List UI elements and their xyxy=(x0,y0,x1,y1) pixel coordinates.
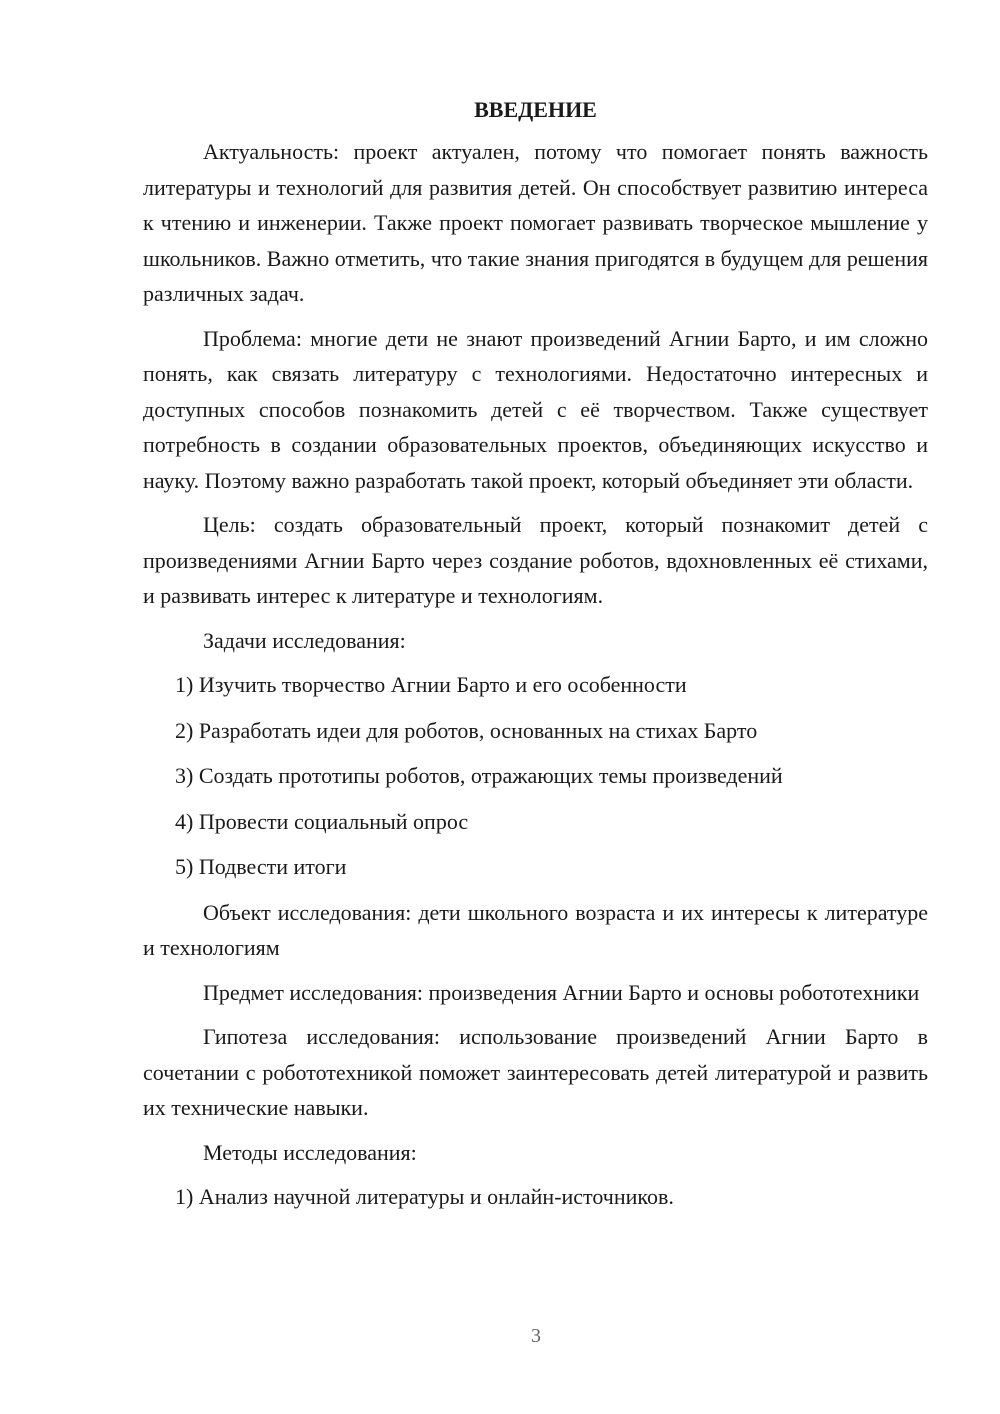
task-item: 1) Изучить творчество Агнии Барто и его особенности xyxy=(175,672,687,697)
page-number: 3 xyxy=(531,1325,541,1347)
method-item: 1) Анализ научной литературы и онлайн-источников. xyxy=(175,1184,674,1209)
methods-label: Методы исследования: xyxy=(203,1139,417,1165)
section-heading: ВВЕДЕНИЕ xyxy=(474,97,597,122)
task-item: 5) Подвести итоги xyxy=(175,854,347,879)
problem-paragraph: Проблема: многие дети не знают произведений Агнии Барто, и им сложно понять, как связать литературу с технологиями. Недостаточно интересных и доступных способов познакомить детей с её творчеством. Также существует потребность в создании образовательных проектов, объединяющих искусство и науку. Поэтому важно разработать такой проект, который объединяет эти области. xyxy=(143,325,928,493)
task-item: 2) Разработать идеи для роботов, основанных на стихах Барто xyxy=(175,717,758,743)
subject-paragraph: Предмет исследования: произведения Агнии Барто и основы робототехники xyxy=(203,979,920,1005)
task-item: 4) Провести социальный опрос xyxy=(175,808,469,834)
tasks-label: Задачи исследования: xyxy=(203,627,406,653)
object-paragraph: Объект исследования: дети школьного возраста и их интересы к литературе и технологиям xyxy=(143,899,928,960)
relevance-paragraph: Актуальность: проект актуален, потому что помогает понять важность литературы и технологий для развития детей. Он способствует развитию интереса к чтению и инженерии. Также проект помогает развивать творческое мышление у школьников. Важно отметить, что такие знания пригодятся в будущем для решения различных задач. xyxy=(143,139,928,306)
document-page xyxy=(143,92,928,1225)
methods-list xyxy=(143,1179,928,1215)
hypothesis-paragraph: Гипотеза исследования: использование произведений Агнии Барто в сочетании с робототехникой поможет заинтересовать детей литературой и развить их технические навыки. xyxy=(143,1024,928,1120)
task-item: 3) Создать прототипы роботов, отражающих темы произведений xyxy=(175,763,783,788)
tasks-list xyxy=(143,667,928,885)
goal-paragraph: Цель: создать образовательный проект, который познакомит детей с произведениями Агнии Барто через создание роботов, вдохновленных её стихами, и развивать интерес к литературе и технологиям. xyxy=(143,512,928,608)
